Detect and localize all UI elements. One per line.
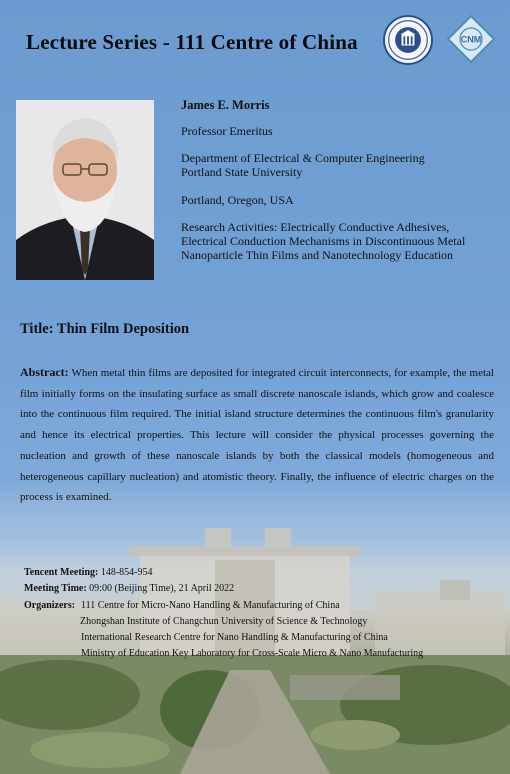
organizer-item: International Research Centre for Nano Handling & Manufacturing of China <box>81 632 388 643</box>
tencent-meeting-id: 148-854-954 <box>100 567 153 578</box>
speaker-location: Portland, Oregon, USA <box>181 193 294 207</box>
abstract <box>20 362 494 508</box>
speaker-department: Department of Electrical & Computer Engineering <box>181 151 425 165</box>
poster-title: Lecture Series - 111 Centre of China <box>26 30 358 54</box>
speaker-name: James E. Morris <box>181 98 270 112</box>
abstract-text: When metal thin films are deposited for integrated circuit interconnects, for example, the metal film initially forms on the insulating surface as small discrete nanoscale islands, which grow and coalesce into the continuous film required. The initial island structure determines the continuous film's granularity and hence its electrical properties. This lecture will consider the physical processes governing the nucleation and growth of these nanoscale islands by both the classical models (homogeneous and heterogeneous capillary nucleation) and atomistic theory. Finally, the influence of electric charges on the process is examined. <box>20 367 494 504</box>
cnm-logo <box>446 14 496 64</box>
research-line-3: Nanoparticle Thin Films and Nanotechnology Education <box>181 248 454 262</box>
organizer-item: Zhongshan Institute of Changchun University of Science & Technology <box>80 616 368 627</box>
speaker-photo <box>16 100 154 280</box>
organizer-item: Ministry of Education Key Laboratory for Cross-Scale Micro & Nano Manufacturing <box>81 648 424 659</box>
abstract-label: Abstract: <box>20 365 69 379</box>
organizer-item: 111 Centre for Micro-Nano Handling & Manufacturing of China <box>81 600 340 611</box>
organizers <box>24 598 423 662</box>
speaker-university: Portland State University <box>181 165 303 179</box>
meeting-time-label: Meeting Time: <box>24 583 87 594</box>
speaker-info <box>181 98 501 262</box>
organizers-label: Organizers: <box>24 600 76 611</box>
talk-title: Title: Thin Film Deposition <box>20 321 190 337</box>
research-line-2: Electrical Conduction Mechanisms in Discontinuous Metal <box>181 234 466 248</box>
research-line-1: Research Activities: Electrically Conductive Adhesives, <box>181 220 450 234</box>
university-seal-logo <box>383 15 433 65</box>
tencent-meeting-label: Tencent Meeting: <box>24 567 99 578</box>
speaker-position: Professor Emeritus <box>181 124 273 138</box>
meeting-time-value: 09:00 (Beijing Time), 21 April 2022 <box>89 583 235 594</box>
cnm-logo-text: CNM <box>460 34 482 45</box>
meeting-info <box>24 565 494 597</box>
